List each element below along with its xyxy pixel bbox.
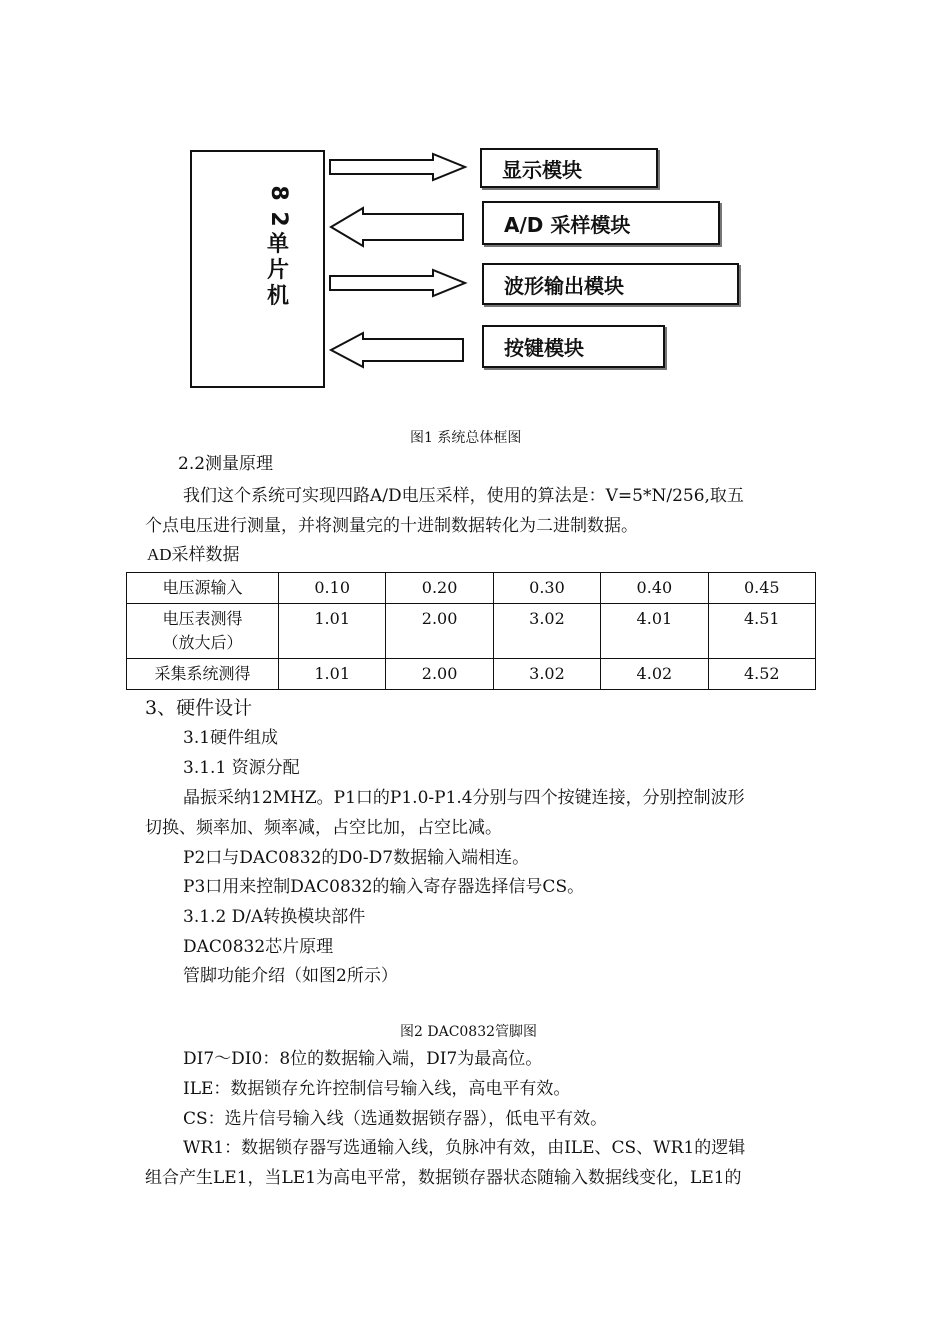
paragraph-line: 切换、频率加、频率减，占空比加，占空比减。 <box>145 818 502 838</box>
paragraph-line: ILE：数据锁存允许控制信号输入线，高电平有效。 <box>183 1079 571 1099</box>
paragraph-line: 管脚功能介绍（如图2所示） <box>183 966 398 986</box>
row-label-line: （放大后） <box>162 633 243 652</box>
table-row <box>127 573 816 604</box>
row-label-line: 电压表测得 <box>162 609 243 628</box>
section-2-2-heading: 2.2测量原理 <box>178 454 274 474</box>
table-cell: 0.20 <box>386 573 493 604</box>
table-cell: 4.52 <box>708 659 815 690</box>
module-ad-sampling: A/D 采样模块 <box>482 201 720 245</box>
table-cell: 2.00 <box>386 659 493 690</box>
table-cell: 2.00 <box>386 604 493 659</box>
mcu-block <box>190 150 325 388</box>
table-row <box>127 659 816 690</box>
paragraph-line: 晶振采纳12MHZ。P1口的P1.0-P1.4分别与四个按键连接，分别控制波形 <box>183 788 745 808</box>
table-cell: 4.02 <box>601 659 708 690</box>
paragraph-line: 组合产生LE1，当LE1为高电平常，数据锁存器状态随输入数据线变化，LE1的 <box>145 1168 742 1188</box>
table-title: AD采样数据 <box>147 545 240 564</box>
row-label: 采集系统测得 <box>127 659 279 690</box>
subsection-heading: 3.1.1 资源分配 <box>183 758 300 778</box>
arrow-left-icon <box>331 333 463 367</box>
arrow-left-icon <box>331 208 463 246</box>
arrow-right-icon <box>330 154 465 180</box>
ad-sampling-table <box>126 572 816 690</box>
mcu-label-char: 2 <box>266 211 291 227</box>
paragraph-line: DAC0832芯片原理 <box>183 937 334 957</box>
table-cell: 1.01 <box>279 659 386 690</box>
paragraph-line: 我们这个系统可实现四路A/D电压采样，使用的算法是：V=5*N/256,取五 <box>183 486 744 506</box>
table-cell: 0.10 <box>279 573 386 604</box>
mcu-label-char: 片 <box>266 258 289 283</box>
section-3-heading: 3、硬件设计 <box>145 697 253 719</box>
row-label: 电压源输入 <box>127 573 279 604</box>
paragraph-line: CS：选片信号输入线（选通数据锁存器），低电平有效。 <box>183 1109 608 1129</box>
paragraph-line: 个点电压进行测量，并将测量完的十进制数据转化为二进制数据。 <box>145 516 638 536</box>
mcu-label <box>263 180 293 310</box>
table-cell: 3.02 <box>493 604 600 659</box>
table-cell: 0.40 <box>601 573 708 604</box>
mcu-label-char: 8 <box>266 185 291 201</box>
arrow-right-icon <box>330 270 465 296</box>
table-cell: 3.02 <box>493 659 600 690</box>
mcu-label-char: 机 <box>266 284 289 309</box>
table-cell: 0.45 <box>708 573 815 604</box>
table-cell: 1.01 <box>279 604 386 659</box>
module-display: 显示模块 <box>480 148 658 188</box>
row-label <box>127 604 279 659</box>
subsection-heading: 3.1.2 D/A转换模块部件 <box>183 907 366 927</box>
paragraph-line: DI7～DI0：8位的数据输入端，DI7为最高位。 <box>183 1049 543 1069</box>
table-row <box>127 604 816 659</box>
figure-1-caption: 图1 系统总体框图 <box>410 430 522 446</box>
mcu-label-char: 单 <box>266 232 289 257</box>
paragraph-line: P2口与DAC0832的D0-D7数据输入端相连。 <box>183 848 530 868</box>
module-waveform-output: 波形输出模块 <box>482 263 739 305</box>
table-cell: 4.01 <box>601 604 708 659</box>
paragraph-line: P3口用来控制DAC0832的输入寄存器选择信号CS。 <box>183 877 585 897</box>
arrows <box>325 150 475 370</box>
subsection-heading: 3.1硬件组成 <box>183 728 279 748</box>
module-keypad: 按键模块 <box>482 325 665 368</box>
figure-2-caption: 图2 DAC0832管脚图 <box>400 1024 538 1040</box>
table-cell: 0.30 <box>493 573 600 604</box>
paragraph-line: WR1：数据锁存器写选通输入线，负脉冲有效，由ILE、CS、WR1的逻辑 <box>183 1138 746 1158</box>
table-cell: 4.51 <box>708 604 815 659</box>
